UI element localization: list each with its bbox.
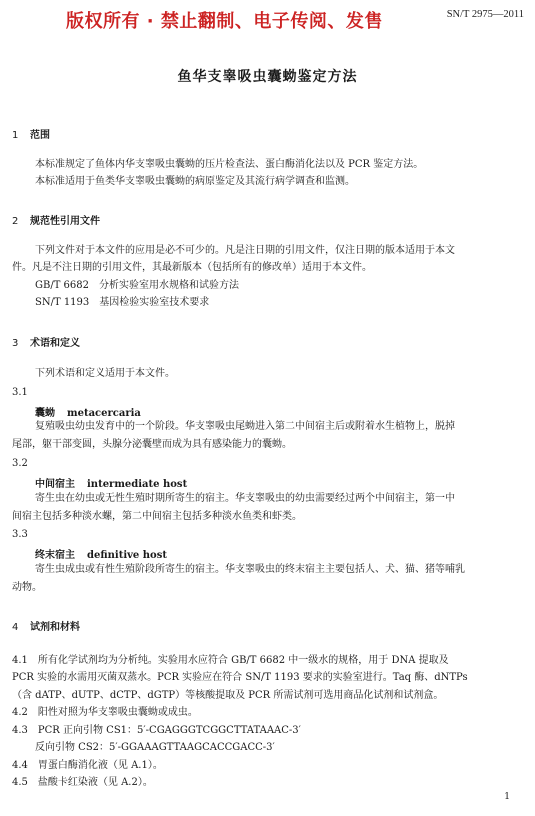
section-4-line-7: 4.4 胃蛋白酶消化液（见 A.1）。 bbox=[12, 760, 163, 771]
term-3-en: definitive host bbox=[87, 550, 167, 561]
section-3-heading bbox=[12, 334, 80, 349]
term-3-line-2: 动物。 bbox=[12, 582, 42, 593]
term-2-line-1: 寄生虫在幼虫或无性生殖时期所寄生的宿主。华支睾吸虫的幼虫需要经过两个中间宿主，第一中 bbox=[35, 493, 455, 504]
section-4-line-4: 4.2 阳性对照为华支睾吸虫囊蚴或成虫。 bbox=[12, 707, 198, 718]
section-1-line-2: 本标准适用于鱼类华支睾吸虫囊蚴的病原鉴定及其流行病学调查和监测。 bbox=[35, 176, 355, 187]
term-2-number: 3.2 bbox=[12, 458, 28, 469]
term-3-heading bbox=[35, 546, 167, 561]
section-3-title: 术语和定义 bbox=[30, 338, 80, 349]
term-3-line-1: 寄生虫成虫或有性生殖阶段所寄生的宿主。华支睾吸虫的终末宿主主要包括人、犬、猫、猪等哺乳 bbox=[35, 564, 465, 575]
section-4-line-8: 4.5 盐酸卡红染液（见 A.2）。 bbox=[12, 777, 153, 788]
term-3-zh: 终末宿主 bbox=[35, 550, 75, 561]
section-2-line-1: 下列文件对于本文件的应用是必不可少的。凡是注日期的引用文件，仅注日期的版本适用于本文 bbox=[35, 245, 455, 256]
term-1-heading bbox=[35, 404, 141, 419]
section-4-title: 试剂和材料 bbox=[30, 622, 80, 633]
section-4-line-1: 4.1 所有化学试剂均为分析纯。实验用水应符合 GB/T 6682 中一级水的规格，用于 DNA 提取及 bbox=[12, 655, 449, 666]
section-1-line-1: 本标准规定了鱼体内华支睾吸虫囊蚴的压片检查法、蛋白酶消化法以及 PCR 鉴定方法。 bbox=[35, 159, 424, 170]
section-4-line-3: （含 dATP、dUTP、dCTP、dGTP）等核酸提取及 PCR 所需试剂可选用商品化试剂和试剂盒。 bbox=[12, 690, 444, 701]
section-1-heading bbox=[12, 126, 50, 141]
term-1-number: 3.1 bbox=[12, 387, 28, 398]
copyright-watermark: 版权所有 · 禁止翻制、电子传阅、发售 bbox=[66, 11, 383, 32]
section-2-number: 2 bbox=[12, 216, 19, 227]
section-4-line-2: PCR 实验的水需用灭菌双蒸水。PCR 实验应在符合 SN/T 1193 要求的实验室进行。Taq 酶、dNTPs bbox=[12, 672, 468, 683]
section-2-title: 规范性引用文件 bbox=[30, 216, 100, 227]
section-1-number: 1 bbox=[12, 130, 19, 141]
section-2-ref-1: GB/T 6682 分析实验室用水规格和试验方法 bbox=[35, 280, 240, 291]
document-title: 鱼华支睾吸虫囊蚴鉴定方法 bbox=[177, 69, 358, 85]
standard-number: SN/T 2975—2011 bbox=[446, 9, 524, 20]
term-1-zh: 囊蚴 bbox=[35, 408, 55, 419]
page-number: 1 bbox=[504, 792, 510, 802]
section-2-line-2: 件。凡是不注日期的引用文件，其最新版本（包括所有的修改单）适用于本文件。 bbox=[12, 262, 372, 273]
section-1-title: 范围 bbox=[30, 130, 50, 141]
section-2-ref-2: SN/T 1193 基因检验实验室技术要求 bbox=[35, 297, 210, 308]
term-1-line-2: 尾部，躯干部变圆，头腺分泌囊壁而成为具有感染能力的囊蚴。 bbox=[12, 439, 292, 450]
term-2-en: intermediate host bbox=[87, 479, 188, 490]
term-1-line-1: 复殖吸虫幼虫发育中的一个阶段。华支睾吸虫尾蚴进入第二中间宿主后或附着水生植物上，脱掉 bbox=[35, 421, 455, 432]
section-3-number: 3 bbox=[12, 338, 19, 349]
term-3-number: 3.3 bbox=[12, 529, 28, 540]
section-3-intro: 下列术语和定义适用于本文件。 bbox=[35, 368, 175, 379]
section-4-line-6: 反向引物 CS2：5′-GGAAAGTTAAGCACCGACC-3′ bbox=[35, 742, 275, 753]
term-2-heading bbox=[35, 475, 187, 490]
term-2-line-2: 间宿主包括多种淡水螺，第二中间宿主包括多种淡水鱼类和虾类。 bbox=[12, 511, 302, 522]
section-4-number: 4 bbox=[12, 622, 19, 633]
term-1-en: metacercaria bbox=[67, 408, 141, 419]
section-2-heading bbox=[12, 212, 100, 227]
term-2-zh: 中间宿主 bbox=[35, 479, 75, 490]
section-4-heading bbox=[12, 618, 80, 633]
section-4-line-5: 4.3 PCR 正向引物 CS1：5′-CGAGGGTCGGCTTATAAAC-3′ bbox=[12, 725, 301, 736]
